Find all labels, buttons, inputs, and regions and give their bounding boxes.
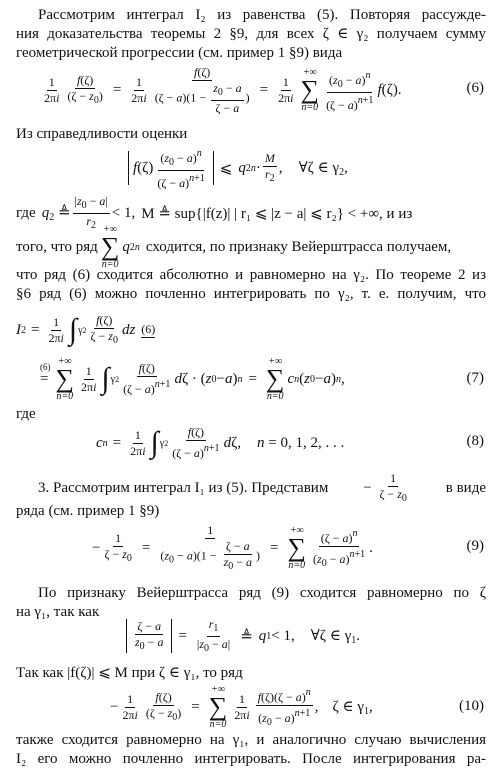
- text-fragment: того, что ряд: [16, 238, 98, 255]
- formula-10: − $\frac{1}{2\pi i}$ $\frac{f(\zeta)}{(\zeta - z_0)}$ = +∞ ∑ n=0 $\frac{1}{2\pi i}$ $\frac{f(\zeta)(\zeta - a)^n}{(z_0 - a)^{n+1}}$ , ζ ∈ $\gamma_1$,: [110, 684, 373, 730]
- formula-series-line: того, что ряд +∞ ∑ n=0 q 2 n сходится, по признаку Вейерштрасса получаем,: [16, 224, 452, 270]
- text-fragment: < 1,: [111, 204, 136, 221]
- formula-9: − $\frac{1}{\zeta - z_0}$ = 1 $(z_0 - a)(1$ − $\frac{\zeta - a}{z_0 - a}$ ) = +∞ ∑ n=0 $\frac{(\zeta - a)^n}{(z_0 - a)^{n+1}}$ .: [92, 522, 373, 572]
- formula-i2: I 2 = $\frac{1}{2\pi i}$ ∫ γ2 $\frac{f(\zeta)}{\zeta - z_0}$ dz (6): [16, 312, 156, 346]
- text-line: где: [16, 406, 36, 422]
- text-line: также сходится равномерно на γ₁, и аналогично случаю вычисления: [16, 732, 486, 748]
- text-line: Рассмотрим интеграл I₂ из равенства (5). Повторяя рассужде-: [38, 7, 486, 23]
- text-line: ния доказательства теоремы 2 §9, для всех ζ ∈ γ₂ получаем сумму: [16, 26, 486, 42]
- formula-estimate: f (ζ) $\frac{(z_0 - a)^n}{(\zeta - a)^{n+1}}$ ⩽ q 2 n · $\frac{M}{r_2}$ , ∀ζ ∈ $\gamma_2$,: [128, 148, 348, 188]
- equation-number-10: (10): [459, 698, 484, 714]
- equation-number-6: (6): [466, 80, 484, 96]
- text-fragment: где: [16, 204, 36, 221]
- text-line: геометрической прогрессии (см. пример 1 §9) вида: [16, 45, 343, 61]
- text-line: ряда (см. пример 1 §9): [16, 503, 160, 519]
- formula-7: (6) = +∞ ∑ n=0 $\frac{1}{2\pi i}$ ∫ γ2 $\frac{f(\zeta)}{(\zeta - a)^{n+1}}$ d ζ · ( z 0 − a ) n = +∞ ∑ n=0 c n ( z 0 − a ) n ,: [40, 356, 345, 402]
- text-fragment: в виде: [445, 479, 486, 496]
- formula-line-p4: 3. Рассмотрим интеграл I₁ из (5). Представим − $\frac{1}{\zeta - z_0}$ в виде: [38, 470, 486, 504]
- text-line: что ряд (6) сходится абсолютно и равномерно на γ₂. По теореме 2 из: [16, 267, 486, 283]
- formula-8: c n = $\frac{1}{2\pi i}$ ∫ γ2 $\frac{f(\zeta)}{(\zeta - a)^{n+1}}$ d ζ, n = 0, 1, 2, . . .: [96, 425, 345, 460]
- formula-q1: $\frac{\zeta - a}{z_0 - a}$ = $\frac{r_1}{|z_0 - a|}$ ≜ q 1 < 1, ∀ζ ∈ $\gamma_1$.: [126, 616, 360, 656]
- text-fragment: 3. Рассмотрим интеграл I₁ из (5). Представим: [38, 479, 329, 496]
- formula-6: $\frac{1}{2\pi i}$ $\frac{f(\zeta)}{(\zeta - z_0)}$ = $\frac{1}{2\pi i}$ f(ζ) (ζ − a)(1 − $\frac{z_0 - a}{\zeta - a}$ ) = $\frac{1}{2\pi i}$ +∞ ∑ n=0 $\frac{(z_0 - a)^n}{(\zeta - a)^{n+1}}$ f (ζ).: [44, 64, 402, 115]
- text-line: I₂ его можно почленно интегрировать. После интегрирования ра-: [16, 751, 486, 767]
- text-fragment: M ≜ sup{|f(z)| | r₁ ⩽ |z − a| ⩽ r₂} < +∞, и из: [141, 205, 413, 222]
- text-line: Из справедливости оценки: [16, 126, 188, 142]
- text-line: По признаку Вейерштрасса ряд (9) сходится равномерно по ζ: [38, 585, 486, 601]
- text-fragment: сходится, по признаку Вейерштрасса получаем,: [145, 238, 452, 255]
- equation-number-7: (7): [466, 370, 484, 386]
- text-line: §6 ряд (6) можно почленно интегрировать по γ₂, т. е. получим, что: [16, 286, 486, 302]
- equation-number-8: (8): [466, 433, 484, 449]
- formula-q2-line: где $q_2$ ≜ $\frac{|z_0 - a|}{r_2}$ < 1, M ≜ sup{|f(z)| | r₁ ⩽ |z − a| ⩽ r₂} < +∞, и из: [16, 193, 413, 231]
- text-line: Так как |f(ζ)| ⩽ M при ζ ∈ γ₁, то ряд: [16, 665, 243, 681]
- text-line: на γ₁, так как: [16, 604, 100, 620]
- equation-number-9: (9): [466, 538, 484, 554]
